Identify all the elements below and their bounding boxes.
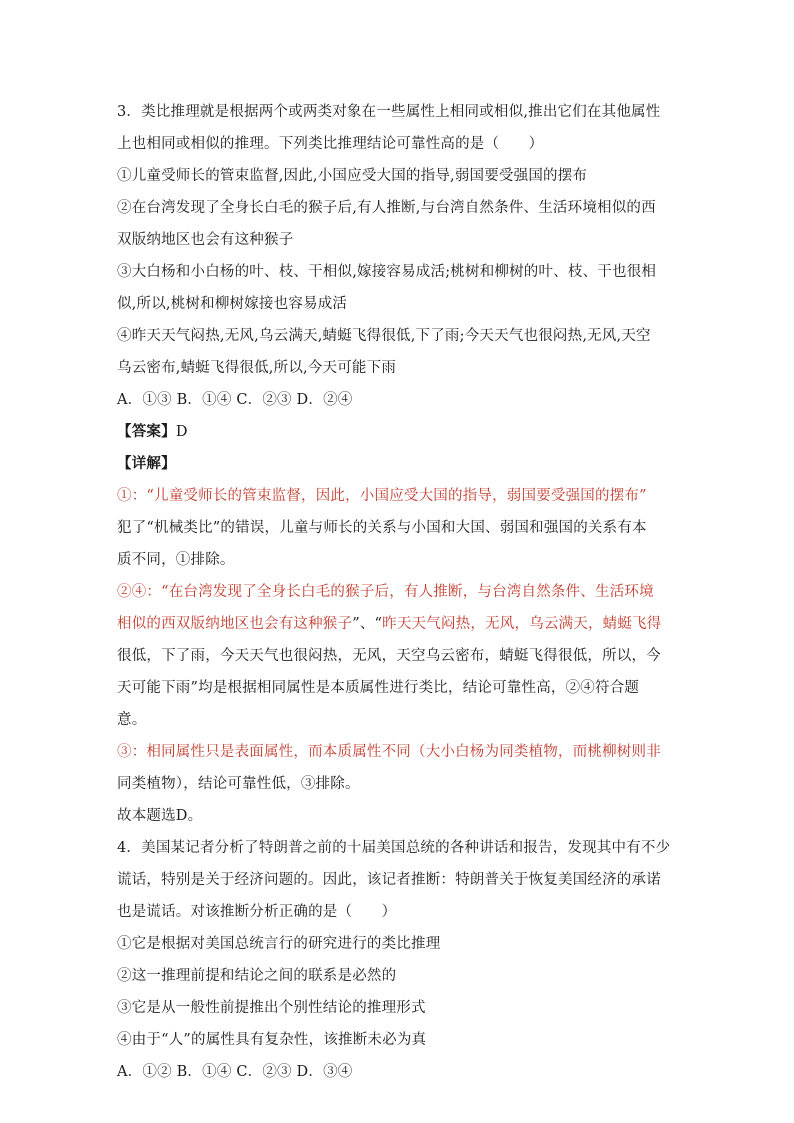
detail-tag: 【详解】 xyxy=(117,455,176,472)
q3-detail-2-line-1: ②④：“在台湾发现了全身长白毛的猴子后，有人推断，与台湾自然条件、生活环境 xyxy=(117,584,654,600)
q4-choices: A．①② B．①④ C．②③ D．③④ xyxy=(117,1064,353,1080)
q3-answer xyxy=(117,416,677,448)
q3-detail-2-line-4: 天可能下雨”均是根据相同属性是本质属性进行类比，结论可靠性高，②④符合题 xyxy=(117,680,640,696)
q3-detail-1-line-3: 质不同，①排除。 xyxy=(117,552,235,568)
q3-option-1: ①儿童受师长的管束监督,因此,小国应受大国的指导,弱国要受强国的摆布 xyxy=(117,168,588,184)
q4-option-3: ③它是从一般性前提推出个别性结论的推理形式 xyxy=(117,1000,426,1016)
q3-detail-2-line-3: 很低，下了雨，今天天气也很闷热，无风，天空乌云密布，蜻蜓飞得很低，所以，今 xyxy=(117,648,661,664)
q3-detail-2-line-5: 意。 xyxy=(117,712,147,728)
document-page xyxy=(117,96,677,1088)
q4-option-1: ①它是根据对美国总统言行的研究进行的类比推理 xyxy=(117,936,441,952)
q3-option-3-line-1: ③大白杨和小白杨的叶、枝、干相似,嫁接容易成活;桃树和柳树的叶、枝、干也很相 xyxy=(117,264,657,280)
q4-stem-line-2: 谎话，特别是关于经济问题的。因此，该记者推断：特朗普关于恢复美国经济的承诺 xyxy=(117,872,661,888)
q3-option-4-line-1: ④昨天天气闷热,无风,乌云满天,蜻蜓飞得很低,下了雨;今天天气也很闷热,无风,天空 xyxy=(117,328,651,344)
q3-detail-3-line-1: ③：相同属性只是表面属性，而本质属性不同（大小白杨为同类植物，而桃柳树则非 xyxy=(117,744,661,760)
q3-conclusion: 故本题选D。 xyxy=(117,808,203,824)
q4-stem-line-1: 4．美国某记者分析了特朗普之前的十届美国总统的各种讲话和报告，发现其中有不少 xyxy=(117,840,671,856)
q3-stem-line-1: 3．类比推理就是根据两个或两类对象在一些属性上相同或相似,推出它们在其他属性 xyxy=(117,104,661,120)
q3-detail-heading xyxy=(117,448,677,480)
answer-value: D xyxy=(175,424,188,440)
q3-detail-3-line-2: 同类植物），结论可靠性低，③排除。 xyxy=(117,776,360,792)
q3-detail-2-quote-b: 昨天天气闷热，无风，乌云满天，蜻蜓飞得 xyxy=(382,616,662,632)
q3-option-4-line-2: 乌云密布,蜻蜓飞得很低,所以,今天可能下雨 xyxy=(117,360,397,376)
q3-stem-line-2: 上也相同或相似的推理。下列类比推理结论可靠性高的是（ ） xyxy=(117,136,544,152)
q3-detail-2-quote-a: 相似的西双版纳地区也会有这种猴子 xyxy=(117,616,353,632)
q3-detail-1-line-2: 犯了“机械类比”的错误，儿童与师长的关系与小国和大国、弱国和强国的关系有本 xyxy=(117,520,647,536)
q3-detail-1-quote: ①：“儿童受师长的管束监督，因此，小国应受大国的指导，弱国要受强国的摆布” xyxy=(117,488,647,504)
q3-option-3-line-2: 似,所以,桃树和柳树嫁接也容易成活 xyxy=(117,296,348,312)
q4-option-2: ②这一推理前提和结论之间的联系是必然的 xyxy=(117,968,397,984)
q3-option-2-line-2: 双版纳地区也会有这种猴子 xyxy=(117,232,294,248)
q3-option-2-line-1: ②在台湾发现了全身长白毛的猴子后,有人推断,与台湾自然条件、生活环境相似的西 xyxy=(117,200,656,216)
q3-detail-2-separator: ”、“ xyxy=(352,616,383,632)
q3-detail-2-line-2 xyxy=(117,608,677,640)
answer-tag: 【答案】 xyxy=(117,423,176,440)
q4-stem-line-3: 也是谎话。对该推断分析正确的是（ ） xyxy=(117,904,397,920)
q3-choices: A．①③ B．①④ C．②③ D．②④ xyxy=(117,392,353,408)
q4-option-4: ④由于“人”的属性具有复杂性，该推断未必为真 xyxy=(117,1032,427,1048)
